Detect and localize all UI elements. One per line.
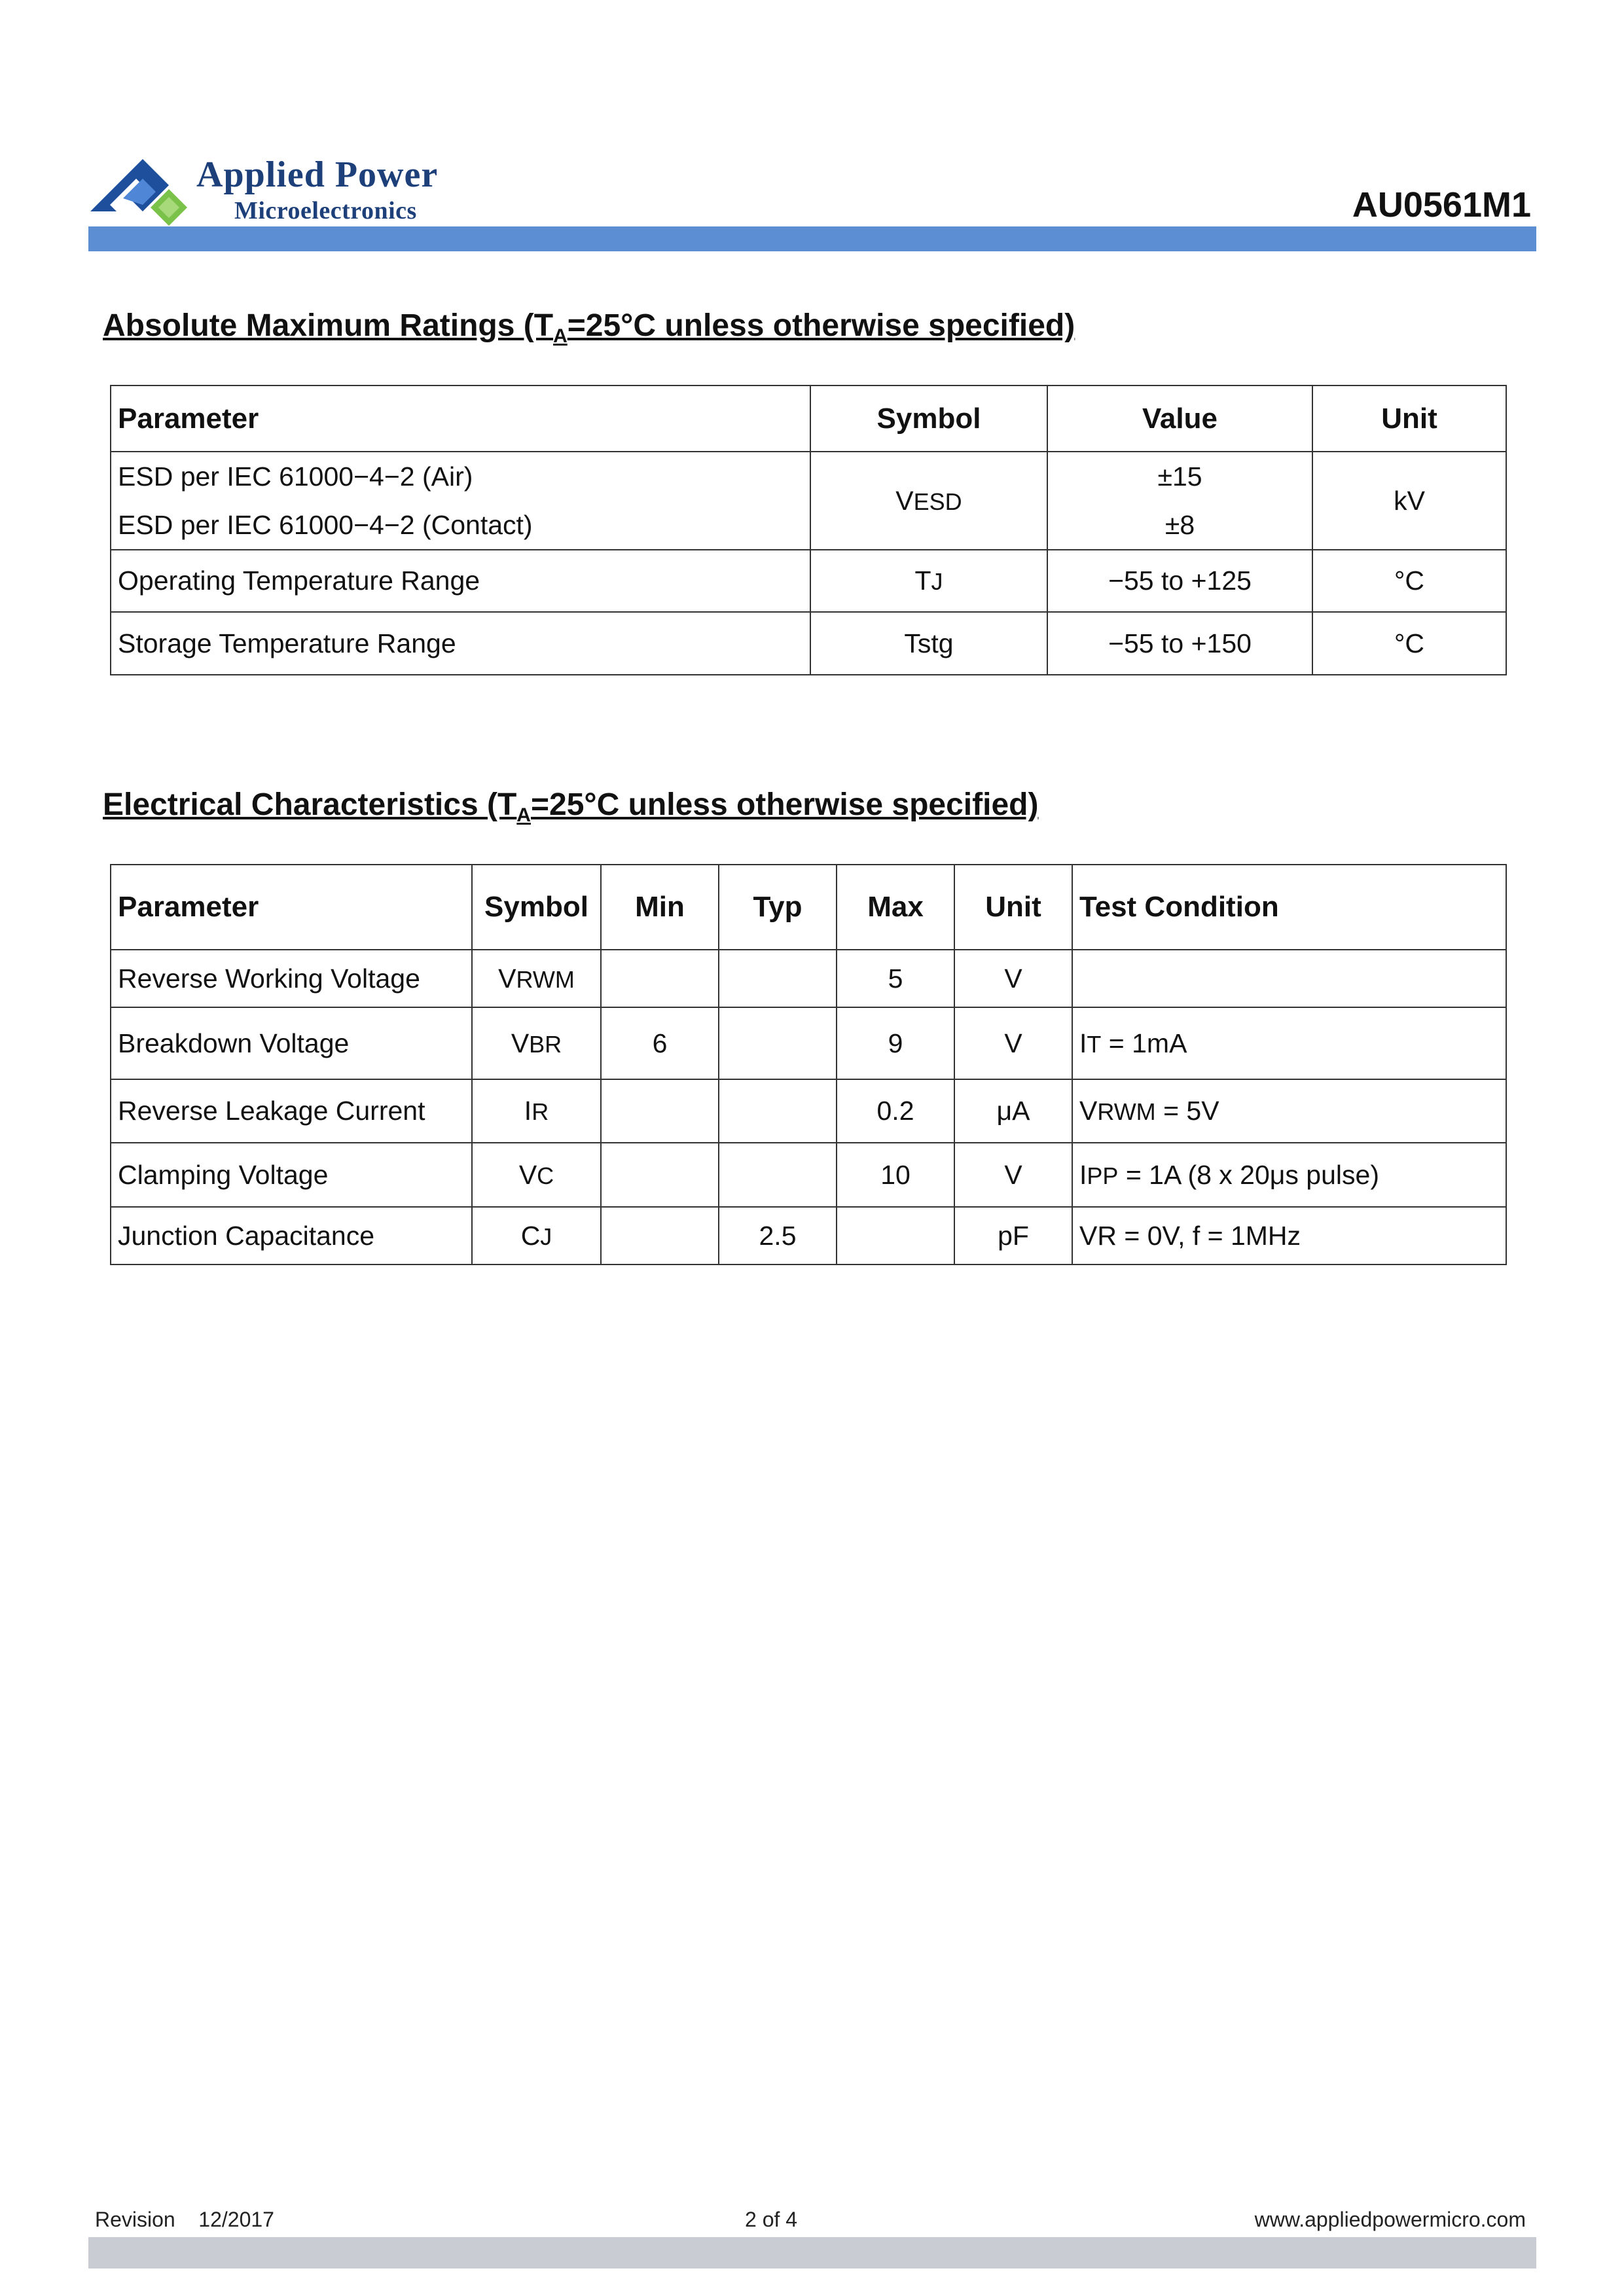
unit-cell: pF	[954, 1207, 1072, 1265]
typ-cell	[719, 1143, 837, 1207]
symbol-sub: C	[537, 1162, 554, 1189]
cond-main: V	[1079, 1096, 1098, 1126]
header-bar	[88, 226, 1536, 251]
title-ec-suffix: =25°C unless otherwise specified)	[530, 787, 1039, 822]
typ-cell	[719, 1079, 837, 1143]
symbol-cell	[472, 1143, 601, 1207]
symbol-main: V	[498, 963, 516, 994]
min-cell	[601, 1143, 719, 1207]
cond-sub: RWM	[1097, 1098, 1156, 1125]
max-cell	[837, 1207, 954, 1265]
table-row	[111, 550, 1506, 612]
min-cell	[601, 950, 719, 1007]
unit-cell: V	[954, 1007, 1072, 1079]
param-cell: Reverse Leakage Current	[111, 1079, 472, 1143]
typ-cell	[719, 1007, 837, 1079]
param-cell: Junction Capacitance	[111, 1207, 472, 1265]
param-cell: Storage Temperature Range	[111, 612, 810, 675]
col-unit: Unit	[1312, 386, 1506, 452]
max-cell: 5	[837, 950, 954, 1007]
condition-cell	[1072, 1079, 1506, 1143]
table-header-row	[111, 386, 1506, 452]
param-cell: Breakdown Voltage	[111, 1007, 472, 1079]
symbol-main: I	[524, 1096, 532, 1126]
footer-website-link[interactable]: www.appliedpowermicro.com	[1254, 2208, 1526, 2231]
amr-table	[110, 385, 1507, 675]
table-row	[111, 1143, 1506, 1207]
symbol-cell	[472, 1079, 601, 1143]
condition-cell	[1072, 1007, 1506, 1079]
param-cell: Operating Temperature Range	[111, 550, 810, 612]
typ-cell	[719, 950, 837, 1007]
condition-cell	[1072, 1207, 1506, 1265]
company-logo	[85, 134, 452, 232]
title-ec-prefix: Electrical Characteristics (T	[103, 787, 517, 822]
symbol-main: C	[520, 1220, 541, 1251]
value-esd-contact: ±8	[1164, 510, 1195, 540]
symbol-sub: R	[532, 1098, 549, 1125]
col-value: Value	[1047, 386, 1312, 452]
min-cell	[601, 1079, 719, 1143]
min-cell	[601, 1207, 719, 1265]
unit-cell: V	[954, 1143, 1072, 1207]
unit-cell: °C	[1312, 550, 1506, 612]
col-max: Max	[837, 865, 954, 950]
cond-rest: = 0V, f = 1MHz	[1116, 1220, 1301, 1251]
unit-cell: V	[954, 950, 1072, 1007]
cond-sub: T	[1087, 1030, 1102, 1058]
symbol-main: V	[895, 485, 914, 516]
table-row	[111, 612, 1506, 675]
condition-cell	[1072, 950, 1506, 1007]
table-header-row	[111, 865, 1506, 950]
col-symbol: Symbol	[472, 865, 601, 950]
value-cell: −55 to +125	[1047, 550, 1312, 612]
footer-page-number: 2 of 4	[745, 2208, 798, 2231]
symbol-main: V	[511, 1028, 530, 1058]
title-amr-prefix: Absolute Maximum Ratings (T	[103, 308, 554, 343]
footer-revision: Revision 12/2017	[95, 2208, 274, 2231]
col-symbol: Symbol	[810, 386, 1047, 452]
title-ec-sub: A	[516, 804, 531, 826]
typ-cell: 2.5	[719, 1207, 837, 1265]
cond-sub: PP	[1087, 1162, 1119, 1189]
symbol-cell: Tstg	[810, 612, 1047, 675]
value-esd-air: ±15	[1157, 461, 1202, 492]
table-row	[111, 1207, 1506, 1265]
max-cell: 0.2	[837, 1079, 954, 1143]
symbol-sub: J	[931, 568, 943, 595]
table-row	[111, 950, 1506, 1007]
col-min: Min	[601, 865, 719, 950]
unit-cell: μA	[954, 1079, 1072, 1143]
param-cell	[111, 452, 810, 550]
title-amr-sub: A	[553, 325, 568, 347]
value-cell	[1047, 452, 1312, 550]
cond-main: VR	[1079, 1220, 1117, 1251]
logo-mark-icon	[85, 134, 196, 232]
param-cell: Clamping Voltage	[111, 1143, 472, 1207]
symbol-sub: J	[540, 1223, 552, 1250]
cond-main: I	[1079, 1159, 1087, 1190]
symbol-cell	[472, 1207, 601, 1265]
col-unit: Unit	[954, 865, 1072, 950]
section-title-amr	[103, 308, 1075, 348]
table-row	[111, 1079, 1506, 1143]
symbol-cell	[810, 452, 1047, 550]
ec-table	[110, 864, 1507, 1265]
symbol-cell	[472, 1007, 601, 1079]
param-esd-air: ESD per IEC 61000−4−2 (Air)	[118, 461, 473, 492]
symbol-sub: BR	[529, 1030, 562, 1058]
symbol-sub: RWM	[516, 965, 575, 993]
logo-text-line2: Microelectronics	[234, 197, 417, 224]
col-parameter: Parameter	[111, 865, 472, 950]
col-typ: Typ	[719, 865, 837, 950]
footer-bar	[88, 2237, 1536, 2269]
cond-rest: = 5V	[1155, 1096, 1219, 1126]
table-row	[111, 452, 1506, 550]
logo-text-line1: Applied Power	[196, 154, 439, 195]
section-title-ec	[103, 787, 1038, 827]
unit-cell: °C	[1312, 612, 1506, 675]
symbol-cell	[472, 950, 601, 1007]
cond-main: I	[1079, 1028, 1087, 1058]
symbol-main: T	[914, 565, 931, 596]
unit-cell: kV	[1312, 452, 1506, 550]
symbol-sub: ESD	[913, 488, 962, 515]
symbol-cell	[810, 550, 1047, 612]
cond-rest: = 1A (8 x 20μs pulse)	[1118, 1159, 1379, 1190]
cond-rest: = 1mA	[1101, 1028, 1187, 1058]
param-esd-contact: ESD per IEC 61000−4−2 (Contact)	[118, 510, 533, 540]
col-parameter: Parameter	[111, 386, 810, 452]
symbol-main: V	[518, 1159, 537, 1190]
max-cell: 10	[837, 1143, 954, 1207]
condition-cell	[1072, 1143, 1506, 1207]
title-amr-suffix: =25°C unless otherwise specified)	[567, 308, 1075, 343]
table-row	[111, 1007, 1506, 1079]
min-cell: 6	[601, 1007, 719, 1079]
part-number: AU0561M1	[1352, 185, 1531, 224]
max-cell: 9	[837, 1007, 954, 1079]
param-cell: Reverse Working Voltage	[111, 950, 472, 1007]
col-test-condition: Test Condition	[1072, 865, 1506, 950]
value-cell: −55 to +150	[1047, 612, 1312, 675]
